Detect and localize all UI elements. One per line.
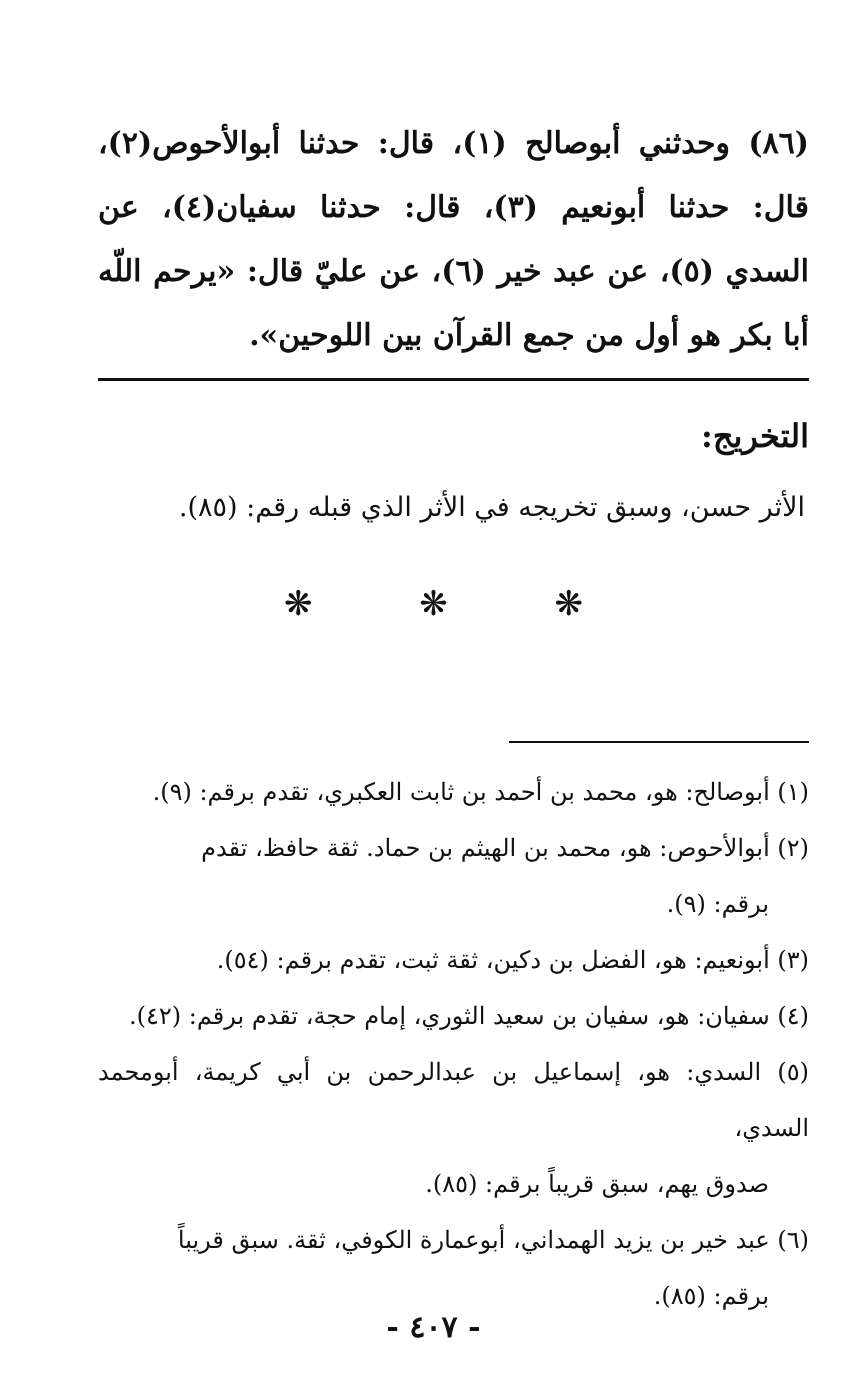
footnote-3-text: (٣) أبونعيم: هو، الفضل بن دكين، ثقة ثبت، تقدم برقم: (٥٤). (216, 946, 809, 974)
footnote-divider (509, 741, 809, 743)
takhrij-text: الأثر حسن، وسبق تخريجه في الأثر الذي قبله رقم: (٨٥). (178, 492, 805, 523)
section-divider (98, 378, 809, 381)
footnote-4-text: (٤) سفيان: هو، سفيان بن سعيد الثوري، إمام حجة، تقدم برقم: (٤٢). (128, 1002, 809, 1030)
footnote-5 (98, 1044, 809, 1212)
takhrij-heading: التخريج: (701, 417, 809, 455)
footnote-2-text: (٢) أبوالأحوص: هو، محمد بن الهيثم بن حماد. ثقة حافظ، تقدم (201, 834, 809, 862)
page-number: - ٤٠٧ - (386, 1310, 481, 1345)
footnote-3 (98, 932, 809, 988)
footnote-5-continuation: صدوق يهم، سبق قريباً برقم: (٨٥). (425, 1170, 769, 1198)
footnote-1 (98, 764, 809, 820)
footnote-1-text: (١) أبوصالح: هو، محمد بن أحمد بن ثابت العكبري، تقدم برقم: (٩). (152, 778, 809, 806)
footnote-4 (98, 988, 809, 1044)
footnote-2-continuation: برقم: (٩). (666, 890, 769, 918)
footnote-6-text: (٦) عبد خير بن يزيد الهمداني، أبوعمارة الكوفي، ثقة. سبق قريباً (177, 1226, 809, 1254)
footnote-6-continuation: برقم: (٨٥). (653, 1282, 769, 1310)
footnote-6 (98, 1212, 809, 1324)
footnotes-list (98, 764, 809, 1324)
footnote-2 (98, 820, 809, 932)
star-separator: ❋ ❋ ❋ (283, 584, 632, 624)
hadith-paragraph: (٨٦) وحدثني أبوصالح (١)، قال: حدثنا أبوالأحوص(٢)، قال: حدثنا أبونعيم (٣)، قال: حدثنا سفيان(٤)، عن السدي (٥)، عن عبد خير (٦)، عن عليّ قال: «يرحم اللّه أبا بكر هو أول من جمع القرآن بين اللوحين». (98, 126, 810, 353)
footnote-5-text: (٥) السدي: هو، إسماعيل بن عبدالرحمن بن أبي كريمة، أبومحمد السدي، (98, 1058, 809, 1142)
